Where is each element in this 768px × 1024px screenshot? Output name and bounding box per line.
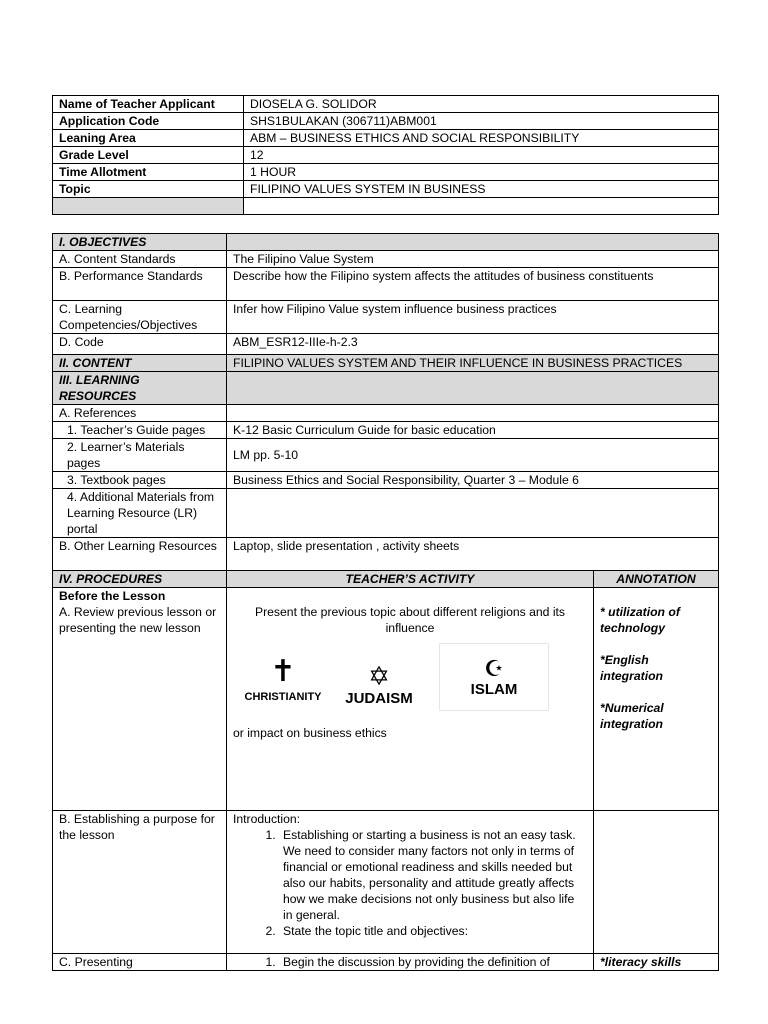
annotation-technology: * utilization of technology: [600, 605, 680, 635]
learners-materials-label: 2. Learner’s Materials pages: [53, 439, 227, 472]
teachers-activity-heading: TEACHER’S ACTIVITY: [227, 571, 594, 588]
table-row: [53, 301, 719, 334]
purpose-list: [233, 827, 587, 939]
application-code-value: SHS1BULAKAN (306711)ABM001: [244, 113, 719, 130]
additional-materials-label: 4. Additional Materials from Learning Resource (LR) portal: [53, 489, 227, 538]
applicant-name-label: Name of Teacher Applicant: [53, 96, 244, 113]
religion-name: ISLAM: [470, 681, 518, 698]
resources-heading: III. LEARNING RESOURCES: [53, 372, 227, 405]
references-label: A. References: [53, 405, 227, 422]
annotation-heading: ANNOTATION: [594, 571, 719, 588]
content-heading: II. CONTENT: [53, 355, 227, 372]
religion-name: JUDAISM: [345, 690, 413, 707]
empty-cell: [53, 198, 244, 215]
annotation-english: *English integration: [600, 653, 663, 683]
table-row: [53, 164, 719, 181]
topic-label: Topic: [53, 181, 244, 198]
other-resources-label: B. Other Learning Resources: [53, 538, 227, 571]
purpose-label: B. Establishing a purpose for the lesson: [53, 811, 227, 954]
table-row: [53, 538, 719, 571]
applicant-name-value: DIOSELA G. SOLIDOR: [244, 96, 719, 113]
presenting-label: C. Presenting: [53, 954, 227, 971]
table-row: [53, 439, 719, 472]
code-value: ABM_ESR12-IIIe-h-2.3: [227, 334, 719, 355]
table-row: [53, 472, 719, 489]
religion-islam: [439, 643, 549, 711]
objectives-heading: I. OBJECTIVES: [53, 234, 227, 251]
table-row: [53, 372, 719, 405]
performance-standards-label: B. Performance Standards: [53, 268, 227, 301]
table-row: [53, 571, 719, 588]
procedures-heading: IV. PROCEDURES: [53, 571, 227, 588]
table-row: [53, 251, 719, 268]
table-row: [53, 405, 719, 422]
other-resources-value: Laptop, slide presentation , activity sheets: [227, 538, 719, 571]
latin-cross-icon: ✝: [270, 655, 296, 688]
religion-name: CHRISTIANITY: [244, 691, 322, 703]
empty-cell: [594, 811, 719, 954]
table-row: [53, 113, 719, 130]
table-row: [53, 181, 719, 198]
religion-judaism: [333, 661, 425, 711]
empty-cell: [227, 405, 719, 422]
table-row: [53, 588, 719, 811]
religion-christianity: [233, 655, 333, 711]
topic-value: FILIPINO VALUES SYSTEM IN BUSINESS: [244, 181, 719, 198]
list-item: 1. Begin the discussion by providing the definition of: [279, 954, 587, 970]
code-label: D. Code: [53, 334, 227, 355]
table-row: [53, 198, 719, 215]
table-row: [53, 234, 719, 251]
content-standards-label: A. Content Standards: [53, 251, 227, 268]
teachers-guide-value: K-12 Basic Curriculum Guide for basic education: [227, 422, 719, 439]
table-row: [53, 489, 719, 538]
list-item: 2. State the topic title and objectives:: [279, 923, 587, 939]
content-value: FILIPINO VALUES SYSTEM AND THEIR INFLUENCE IN BUSINESS PRACTICES: [227, 355, 719, 372]
table-row: [53, 130, 719, 147]
learning-area-label: Leaning Area: [53, 130, 244, 147]
star-and-crescent-icon: ☪: [484, 656, 504, 681]
table-row: [53, 334, 719, 355]
teachers-guide-label: 1. Teacher’s Guide pages: [53, 422, 227, 439]
empty-cell: [244, 198, 719, 215]
learners-materials-value: LM pp. 5-10: [227, 439, 719, 472]
table-row: [53, 422, 719, 439]
table-row: [53, 268, 719, 301]
table-row: [53, 954, 719, 971]
textbook-value: Business Ethics and Social Responsibility, Quarter 3 – Module 6: [227, 472, 719, 489]
content-standards-value: The Filipino Value System: [227, 251, 719, 268]
application-code-label: Application Code: [53, 113, 244, 130]
grade-level-label: Grade Level: [53, 147, 244, 164]
annotation-literacy: *literacy skills: [594, 954, 719, 971]
applicant-info-table: [52, 95, 719, 215]
religions-image: [233, 641, 587, 711]
purpose-intro: Introduction:: [233, 812, 301, 826]
lesson-plan-table: [52, 233, 719, 971]
learning-area-value: ABM – BUSINESS ETHICS AND SOCIAL RESPONSIBILITY: [244, 130, 719, 147]
table-row: [53, 147, 719, 164]
table-row: [53, 96, 719, 113]
empty-cell: [227, 372, 719, 405]
annotation-numerical: *Numerical integration: [600, 701, 664, 731]
time-allotment-value: 1 HOUR: [244, 164, 719, 181]
performance-standards-value: Describe how the Filipino system affects the attitudes of business constituents: [227, 268, 719, 301]
star-of-david-icon: ✡: [368, 661, 390, 691]
review-activity-text: Present the previous topic about different religions and its influence: [254, 605, 566, 635]
table-row: [53, 355, 719, 372]
list-item: 1. Establishing or starting a business is not an easy task. We need to consider many factors not only in terms of financial or emotional readiness and skills needed but also our habits, personality and attitude greatly affects how we make decisions not only business but also life in general.: [279, 827, 587, 923]
textbook-label: 3. Textbook pages: [53, 472, 227, 489]
table-row: [53, 811, 719, 954]
review-activity-after: or impact on business ethics: [233, 726, 387, 740]
competencies-value: Infer how Filipino Value system influence business practices: [227, 301, 719, 334]
empty-cell: [227, 234, 719, 251]
review-lesson-label: A. Review previous lesson or presenting the new lesson: [59, 605, 217, 635]
additional-materials-value: [227, 489, 719, 538]
presenting-list: [233, 954, 587, 970]
time-allotment-label: Time Allotment: [53, 164, 244, 181]
competencies-label: C. Learning Competencies/Objectives: [53, 301, 227, 334]
grade-level-value: 12: [244, 147, 719, 164]
before-lesson-label: Before the Lesson: [59, 589, 166, 603]
